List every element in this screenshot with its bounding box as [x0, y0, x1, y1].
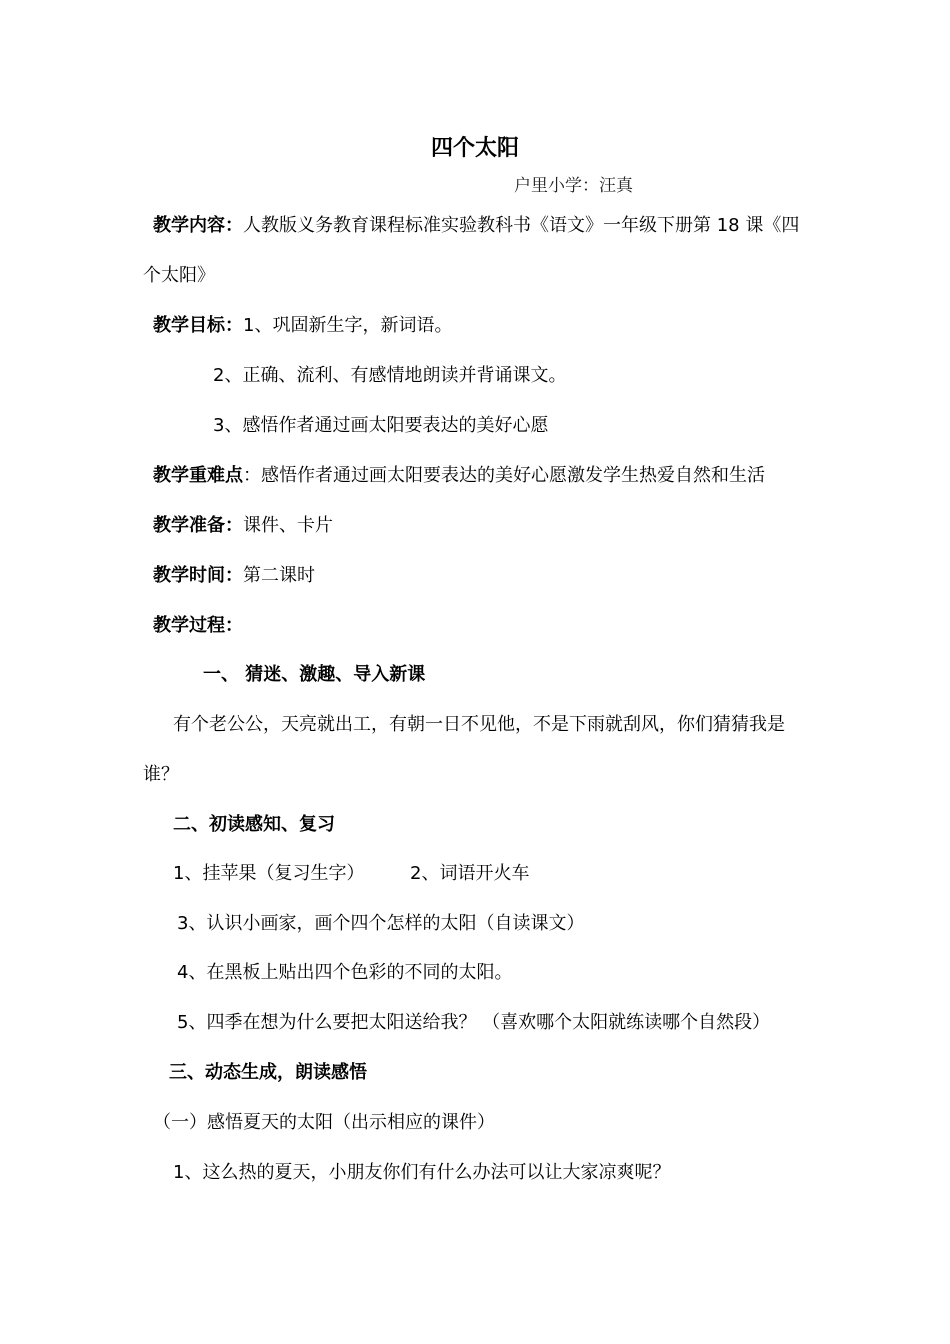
key-points-label: 教学重难点	[153, 465, 243, 486]
section2-item-3: 3、认识小画家，画个四个怎样的太阳（自读课文）	[177, 913, 585, 934]
content-text-2: 个太阳》	[143, 265, 215, 286]
section3-heading: 三、动态生成，朗读感悟	[169, 1062, 367, 1083]
section3-question-1: 1、这么热的夏天，小朋友你们有什么办法可以让大家凉爽呢？	[173, 1162, 671, 1183]
riddle-line-1: 有个老公公，天亮就出工，有朝一日不见他，不是下雨就刮风，你们猜猜我是	[173, 714, 785, 735]
preparation-label: 教学准备：	[153, 515, 243, 536]
goals-line-1	[153, 313, 452, 339]
time-label: 教学时间：	[153, 565, 243, 586]
key-points-line	[153, 463, 765, 489]
preparation-line	[153, 513, 333, 539]
content-line-1	[153, 213, 799, 239]
section3-sub-1: （一）感悟夏天的太阳（出示相应的课件）	[153, 1112, 495, 1133]
section1-heading: 一、 猜迷、激趣、导入新课	[203, 664, 426, 685]
goal-item-1: 1、巩固新生字，新词语。	[243, 315, 453, 336]
content-label: 教学内容：	[153, 215, 243, 236]
document-title: 四个太阳	[430, 136, 519, 161]
preparation-text: 课件、卡片	[243, 515, 333, 536]
section2-item-4: 4、在黑板上贴出四个色彩的不同的太阳。	[177, 962, 513, 983]
section2-item-5: 5、四季在想为什么要把太阳送给我？ （喜欢哪个太阳就练读哪个自然段）	[177, 1012, 771, 1033]
document-author: 户里小学：汪真	[514, 176, 633, 196]
section2-heading: 二、初读感知、复习	[173, 814, 335, 835]
key-points-text: ：感悟作者通过画太阳要表达的美好心愿激发学生热爱自然和生活	[243, 465, 765, 486]
process-label: 教学过程：	[153, 615, 243, 636]
content-text-1: 人教版义务教育课程标准实验教科书《语文》一年级下册第 18 课《四	[243, 215, 800, 236]
goal-item-3: 3、感悟作者通过画太阳要表达的美好心愿	[213, 415, 549, 436]
goals-label: 教学目标：	[153, 315, 243, 336]
riddle-line-2: 谁？	[143, 764, 179, 785]
time-line	[153, 563, 315, 589]
section2-item-2: 2、词语开火车	[410, 863, 530, 884]
section2-item-1: 1、挂苹果（复习生字）	[173, 863, 365, 884]
time-text: 第二课时	[243, 565, 315, 586]
goal-item-2: 2、正确、流利、有感情地朗读并背诵课文。	[213, 365, 567, 386]
